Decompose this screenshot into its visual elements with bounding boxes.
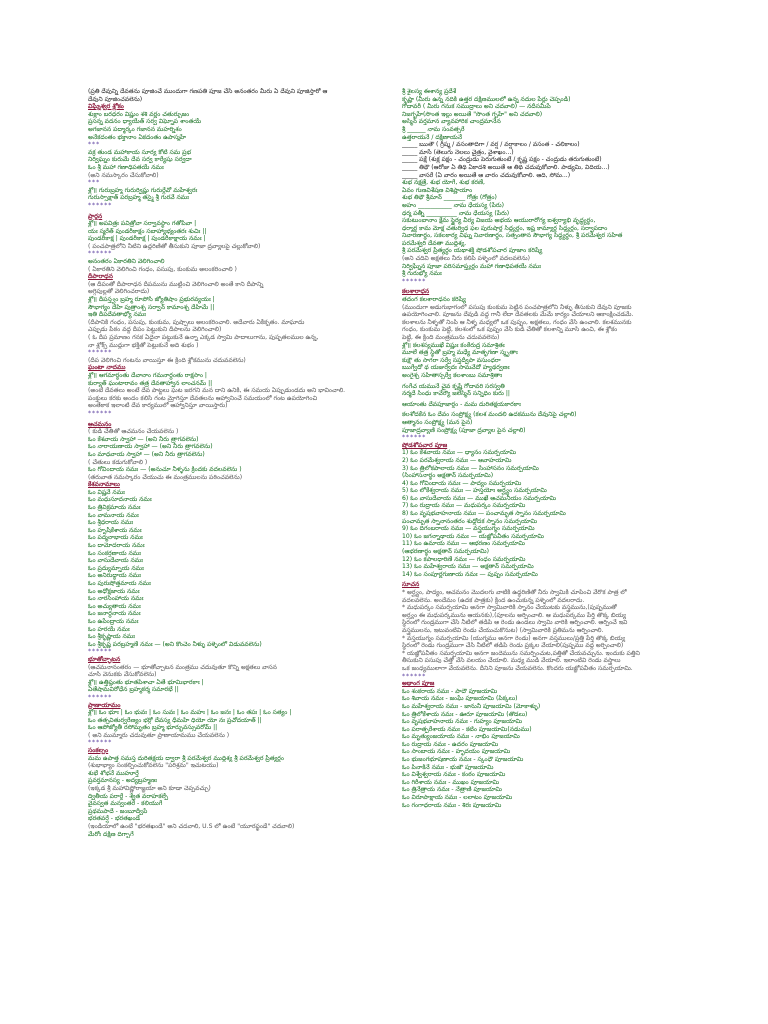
text-line: ఓం విశ్వేశ్వరాయ నమః - కంఠం పూజయామి (402, 771, 506, 779)
text-line: నా శ్లోక్స్ ముద్దుగా భక్తితో పెట్టుకునే అది శుభం ) (88, 341, 199, 349)
text-line: ఓం వామనాయ నమః (88, 511, 139, 519)
text-line: ఏతేషామవిరోధేన బ్రహ్మకర్మ సమారభే || (88, 686, 179, 694)
text-line: ఓం వృషభవాహనాయ నమః - గుహ్యం పూజయామి (402, 718, 523, 726)
text-line: తదంగ కలశారాధనం కరిష్యే (402, 296, 466, 304)
text-line: అగ్గిపుల్లతో వెలిగించరాదు) (88, 288, 150, 296)
section-heading: కలశారాధన (402, 288, 430, 296)
text-line: పెట్టి, ఈ క్రింది మంత్రమును చదువవలెను) (402, 334, 500, 341)
text-line: 14) ఓం సంపూర్ణగుణాయ నమః — పుష్పం సమర్పయామి (402, 570, 538, 578)
text-line: ****** (88, 693, 113, 701)
text-line: నిర్విఘ్నం కురుమే దేవ సర్వ కార్యేషు సర్వదా (88, 156, 192, 164)
text-line: (దీప వెలిగించి గంటను వాయిస్తూ ఈ క్రింది శ్లోకమును చదువవలెను) (88, 356, 246, 364)
section-heading: ఘంటా నాదము (88, 364, 126, 372)
text-line: శుభే శోభనే ముహూర్తే (88, 769, 139, 777)
left-column (88, 88, 376, 838)
text-line: ఓం మాధవాయ స్వాహా — (అని నీరు త్రాగవలెను) (88, 450, 205, 458)
text-line: ఓం జనార్ధనాయ నమః (88, 610, 141, 618)
text-line: ఏవం గుణవిశేషణ విశిష్టాయాం (402, 186, 473, 194)
text-line: ఓం గోవిందాయ నమః — (అనుచూ నీళ్ళను క్రిందకు వదలవలెను ) (88, 466, 242, 474)
text-line: _____ ఋతౌ ( గ్రీష్మ / వసంతాదిగా / వర్ష / వర్షాకాలం / వసంత - చలికాలం) (402, 141, 580, 149)
text-line: 12) ఓం కపాలధారిణే నమః — గంధం సమర్పయామి (402, 555, 526, 563)
text-line: ఓం పినాకినే నమః - భుజౌ పూజయామి (402, 763, 494, 771)
text-line: ఓం అచ్యుతాయ నమః (88, 602, 141, 610)
text-line: ధర్మ పత్నీ __________ నామ ధేయస్య (పేరు) (402, 209, 510, 217)
text-line: నిజగృహే(సొంత ఇల్లు అయితే "సొంత గృహే" అని చదవాలి) (402, 110, 543, 118)
text-line: (సింహాసనార్థం అక్షతాన్ సమర్పయామి) (402, 472, 494, 480)
text-line: 2) ఓం పరమేశ్వరాయ నమః — ఆవాహయామి (402, 456, 512, 464)
text-line: గంధం, కుంకుమ పెట్టి, కలశంలో ఒక పుష్పం వేసి కుడి చేతితో కలశాన్ని మూసి ఉంచి, ఈ శ్లోకం (402, 326, 618, 334)
text-line: పంక్తులు కరకు అందం కలిసి గంట మ్రోగిస్తూ దేవతలను ఆహ్వానించే సమయంలో గంట ఉపయోగించి (88, 394, 318, 402)
text-line: (అంటే దేవతలు అంటే దేవ పాట్టలు ఘట జరగని మన దాని ఉనికి, ఈ సమయ ఏప్పుడుండదు అని భావించాలి. (88, 387, 346, 395)
section-heading: ప్రాణాయామం (88, 701, 121, 709)
text-line: 5) ఓం లోకేశ్వరాయ నమః — హస్తయోః అర్ఘ్యం సమర్పయామి (402, 487, 547, 495)
text-line: ఆయాంతు దేవపూజార్థం - మమ దురితక్షయకారకాః (402, 400, 521, 408)
text-line: _____ వాసరే (ఏ వారం అయితే ఆ వారం చదువుకోవాలి. ఆది, సోమ...) (402, 171, 571, 179)
section-heading: కేశవనామాలు (88, 481, 120, 489)
text-line: దేవుని పూజించవలెను) (88, 95, 143, 103)
text-line: మమ ఉపాత్త సమస్త దురితక్షయ ద్వారా శ్రీ పరమేశ్వర ముద్దిశ్య శ్రీ పరమేశ్వర ప్రీత్యర్థం (88, 754, 284, 762)
text-line: ఓం హరయే నమః (88, 625, 130, 633)
text-line: ఋగ్వేదో థ యజుర్వేదః సామవేదో హ్యథర్వణః (402, 364, 510, 372)
text-line: ఎప్పుడు పీఠం వద్ద దీపం పెట్టుకుని దీపాలను వెలిగించాలి) (88, 326, 222, 334)
text-line: కలశాలను నీళ్ళతో నింపి ఆ నీళ్ళ మధ్యలో ఒక పుష్పం, అక్షతలు, గంధం వేసి ఉంచాలి. కలశమునకు (402, 318, 632, 326)
text-line: ఓం భుజంగభూషణాయ నమః - స్కంధౌ పూజయామి (402, 756, 524, 764)
text-line: ఓం వాసుదేవాయ నమః (88, 557, 144, 565)
text-line: కలశోదకేన ఓం దేవం సంప్రోక్ష్య (కలశ మందలి ఉదకమును దేవునిపై చల్లాలి) (402, 411, 577, 419)
text-line: ****** (88, 349, 113, 357)
text-line: ఓం సాంబాయ నమః - హృదయం పూజయామి (402, 748, 511, 756)
text-line: ఓం అధోక్షజాయ నమః (88, 587, 140, 595)
section-heading: భూతోచ్ఛాటన (88, 655, 121, 663)
text-line: ఓం అనిరుద్ధాయ నమః (88, 572, 141, 580)
text-line: మేరోః దక్షిణ దిగ్భాగే (88, 830, 134, 838)
text-line: అనేకదంతం భక్తానాం ఏకదంతం ఉపాస్మహే (88, 133, 187, 141)
text-line: అర్ఘ్యం ఈ మధుపర్కమును ఆయనకు),(పూలను అర్పించాలి. ఆ మధుపర్కము పేర్తి తొక్క బియ్య (402, 611, 627, 619)
text-line: ద్వితీయ పరార్థే - శ్వేత వరాహకల్పే (88, 792, 169, 800)
text-line: వస్త్రములను, ఇటువంటివి రెండు చేయుచుకొనుట) (స్వామివారికి ప్రతిమను ఆర్పించాలి. (402, 626, 604, 634)
text-line: (ప్రతి దేవున్ని దేవతను పూజించే ముందుగా గణపతి పూజ చేసి అనంతరం మీరు ఏ దేవుని పూజిస్తారో ఆ (88, 88, 328, 95)
text-line: ఓం హృషీకేశాయ నమః (88, 526, 142, 534)
text-line: నిర్విఘ్నేన పూజా పరిసమాప్త్యర్థం మహా గణాధిపతయే నమః (402, 262, 541, 270)
text-line: ఓం దామోదరాయ నమః (88, 542, 145, 550)
text-line: (ఆచమనానంతరం — భూతోచ్ఛాటన మంత్రము చదువుతూ కొన్ని అక్షతలు వాసన (88, 663, 277, 671)
section-heading: విఘ్నేశ్వర శ్లోకం (88, 103, 124, 111)
text-line: _____ తిథౌ (ఆరోజు ఏ తిథి ఏకాదశి అయితే ఆ తిథి చదువుకోవాలి. పాడ్యమి, విదియ...) (402, 163, 610, 171)
text-line: శ్లో॥ అపవిత్రః పవిత్రోవా సర్వావస్థాం గతోపివా | (88, 220, 197, 228)
text-line: ****** (88, 250, 113, 258)
text-line: గోదావరీ ( మీరు గనుక సముద్రాలు అని చదవాలి) — నదీసమీపే (402, 103, 551, 111)
text-line: నర్మదే సింధు కావేర్యౌ జలేస్మిన్ సన్నిధిం కురు || (402, 390, 510, 398)
text-line: 1) ఓం కేశవాయ నమః — ధ్యానం సమర్పయామి (402, 449, 517, 457)
text-line: ఓం రుద్రాయ నమః - ఉదరం పూజయామి (402, 740, 499, 748)
text-line: 3) ఓం త్రిలోకపాలాయ నమః — సింహాసనం సమర్పయామి (402, 464, 539, 472)
text-line: ఓం శ్రీ మహా గణాధిపతయే నమః (88, 163, 164, 171)
text-line: *** (88, 179, 101, 187)
text-line: ఓం ఆపోజ్యోతీ రసోమృతం బ్రహ్మ భూర్భువస్సువరోమ్ || (88, 724, 218, 732)
text-line: యః స్మరేత్ పుండరీకాక్షం సబాహ్యాభ్యంతరః శుచిః || (88, 227, 207, 235)
text-line: ( చేతులు కడుగుకోవాలి ) (88, 458, 148, 466)
section-heading: సంకల్పం (88, 747, 109, 755)
text-line: (ఇండియాలో ఉంటే "భరతఖండే" అని చదవాలి, U.S లో ఉంటే "యూరప్ఖండే" చదవాలి) (88, 823, 295, 830)
text-line: ఓం శ్రీకృష్ణాయ నమః (88, 633, 136, 641)
text-line: * మధుపర్కం సమర్పయామి అనగా స్వామివారికి స్నానం చేయుటకు వస్త్రమును,(పుష్పముతో (402, 604, 617, 612)
text-line: వక్ర తుండ మహాకాయ సూర్య కోటి సమ ప్రభ (88, 148, 192, 156)
text-line: 8) ఓం వృషభవాహనాయ నమః — పంచామృత స్నానం సమర్పయామి (402, 510, 566, 518)
text-line: ****** (402, 672, 427, 680)
text-line: శ్రీ శైలస్య ఈశాన్య ప్రదేశే (402, 88, 457, 95)
text-line: (శుభాభ్యాం సంకల్పించుకోవలెను "పరిశ్రమ" ఇచుటయు) (88, 762, 219, 770)
text-line: కృష్ణా (మీరు ఉన్న నదికి ఉత్తర దక్షిణములలో ఉన్న నదుల పేర్లు చెప్పండి) (402, 95, 571, 103)
text-line: అంగైశ్చ సహితాస్సర్వే కలశాంబు సమాశ్రితాః (402, 371, 503, 379)
text-line: అస్మిన్ వర్తమాన వ్యావహారిక చాంద్రమానేన (402, 118, 501, 126)
text-line: ఓం శంకరాయ నమః - పాదౌ పూజయామి (402, 687, 498, 695)
text-line: ఓం గంగాధరాయ నమః - శిరః పూజయామి (402, 801, 502, 809)
text-line: శ్రీ ______ నామ సంవత్సరే (402, 125, 465, 133)
text-line: _____ మాసే (తెలుగు నెలలు చైత్రం, వైశాఖం...) (402, 148, 514, 156)
section-heading: ఆచమనం (88, 420, 112, 428)
text-line: ఓం పరాత్పరేశాయ నమః - కటిం పూజయామి(నడుము) (402, 725, 532, 733)
text-line: శ్లో॥ కలశస్యముఖే విష్ణుః కంఠేరుద్ర సమాశ్రితః (402, 341, 505, 349)
text-line: ఆత్మానం సంప్రోక్ష్య (మన పైన) (402, 418, 473, 426)
text-line: 6) ఓం వాసుదేవాయ నమః — ముఖే ఆచమనీయం సమర్పయామి (402, 494, 557, 502)
text-line: ఓం ఉపేంద్రాయ నమః (88, 617, 139, 625)
text-line: కుక్షౌ తు సాగరా సర్వే సప్తద్వీపా వసుంధరా (402, 356, 501, 364)
text-line: ఓం విరూపాక్షాయ నమః - లలాటం పూజయామి (402, 794, 513, 802)
text-line: శుభ తిథౌ శ్రీమాన్ _______ గోత్రః (గోత్రం) (402, 194, 497, 202)
right-column (402, 88, 690, 809)
text-line: స్థిరంలో రెండు గుండ్రముగా చేసి నీటిలో తడిపి రెండు ప్రక్కల వేయాలి(పుష్పము వద్ద అర్పించాలి) (402, 642, 624, 650)
section-heading: అథాంగ పూజ (402, 680, 435, 688)
text-line: (అని చదివి అక్షతలు నీరు కలిపి పళ్ళెంలో వదలవలెను) (402, 255, 530, 263)
text-line: శ్లో॥ గురుబ్రహ్మ గురుర్విష్ణు గురుర్దేవో మహేశ్వరః (88, 186, 198, 194)
text-line: ప్రథమపాదే - జంబూద్వీపే (88, 807, 148, 815)
section-heading: సూచన (402, 581, 420, 589)
text-line: ( అని ముమ్మారు చదువుతూ ప్రాణాయామము చేయవలెను ) (88, 731, 230, 739)
text-line: 13) ఓం మహేశ్వరాయ నమః — అక్షతాన్ సమర్పయామి (402, 563, 534, 571)
section-heading: షోడశోపచార పూజ (402, 441, 448, 449)
text-line: ( ఏకారతిని వెలిగించి గంధం, పసుపు, కుంకుమ అలంకరించాలి ) (88, 265, 237, 273)
text-line: ****** (88, 409, 113, 417)
text-line: ( పంచపాత్రలోని నీటిని ఉద్ధరిణితో తీసుకుని పూజా ద్రవ్యాలపై చల్లుకోవాలి) (88, 242, 261, 250)
text-line: ( ఓ దీప ప్రమాణం గనక ఏదైనా పట్టుకునే ఉన్నా ఎక్కడ స్వామి పాదాలుగాను, పుష్పతలముల ఉన్న, (88, 334, 319, 341)
text-line: ఓం ప్రద్యుమ్నాయ నమః (88, 564, 144, 572)
text-line: ఓం త్రినేత్రాయ నమః - నేత్రాణి పూజయామి (402, 786, 502, 794)
text-line: శ్లో॥ ఉత్తిష్ఠంతు భూతపిశాచా ఏతే భూమిభారకాః | (88, 678, 204, 686)
text-line: ధర్మార్థ కామ మోక్ష చతుర్విధ ఫల పురుషార్థ సిద్ధ్యర్థం, ఇష్ట కామ్యార్థ సిద్ధ్యర్థం, సర్వాపదాం (402, 224, 608, 232)
text-line: (దీపానికి గంధం, పసుపు, కుంకుమ, పుష్పాలు అలంకరించాలి. అదేవారు ఏకీకృతం. మాఘాదు (88, 318, 305, 326)
text-line: అనంతరం ఏకారతిని వెలిగించాలి (88, 258, 165, 266)
text-line: ప్రసన్న వదనం ధ్యాయేత్ సర్వ విఘ్నోప శాంతయే (88, 118, 202, 126)
text-line: మూలే తత్ర స్థితో బ్రహ్మ మధ్యే మాతృగణా స్మృతాః (402, 349, 518, 357)
text-line: గురుస్సాక్షాత్ పరబ్రహ్మ తస్మై శ్రీ గురవే నమః (88, 194, 189, 202)
text-line: అహం ___________ నామ ధేయస్య (పేరు) (402, 201, 504, 209)
text-line: శ్రీ గురుభ్యో నమః (402, 270, 442, 278)
text-line: _____ పక్షే (శుక్ల పక్షం - చంద్రుడు పెరుగుతుంటే / కృష్ణ పక్షం - చంద్రుడు తరుగుతుంటే) (402, 156, 602, 164)
text-line: ఓం కేశవాయ స్వాహా — (అని నీరు త్రాగవలెను) (88, 435, 199, 443)
text-line: ఉత్తరాయనే / దక్షిణాయనే (402, 133, 463, 141)
section-heading: ప్రార్థన (88, 212, 103, 220)
text-line: శ్లో॥ ఓం భూః | ఓం భువః | ఓం సువః | ఓం మహః | ఓం జనః | ఓం తపః | ఓం సత్యం | (88, 709, 292, 717)
text-line: ఇతి దీపదేవతాభ్యో నమః (88, 311, 147, 319)
text-line: అగజానన పద్మార్కం గజానన మహర్నిశం (88, 125, 182, 133)
text-line: ఓం తత్సవితుర్వరేణ్యం భర్గో దేవస్య ధీమహి ధియో యో నః ప్రచోదయాత్ || (88, 716, 262, 724)
text-line: వదలవలెను. అందేమం (ఉదక పాత్రకు) క్రింద ఉంచుకున్న పళ్ళెంలో వదలరాదు. (402, 596, 585, 604)
text-line: శ్రీ పరమేశ్వర ప్రీత్యర్థం యథాశక్తి షోడశోపచార పూజాం కరిష్యే (402, 247, 543, 255)
text-line: నివారణార్థం, సకలకార్య విఘ్న నివారణార్థం, సత్సంతాన సౌభాగ్య సిద్ధ్యర్థం, శ్రీ పరమేశ్వర సహిత (402, 232, 623, 240)
text-line: ఓం గిరీశాయ నమః - ముఖం పూజయామి (402, 778, 500, 786)
text-line: ఓం శ్రీధరాయ నమః (88, 519, 134, 527)
text-line: పంచామృత స్నానానంతరం శుద్ధోదక స్నానం సమర్పయామి (402, 517, 538, 525)
text-line: (తరువాత నమస్కారం చేయుచు ఈ మంత్రములను పఠించవలెను) (88, 473, 243, 481)
text-line: పుండరీకాక్ష | పుండరీకాక్ష | పుండరీకాక్షాయ నమః | (88, 235, 206, 243)
text-line: ఓం పద్మనాభాయ నమః (88, 534, 143, 542)
text-line: ఉపయోగించాలి. పూజను దేవుడి వద్ద గానీ లేదా దేవతలకు మేమే కార్యం చేయాలని ఆకాంక్షించడమే. (402, 311, 634, 319)
text-line: స్థిరంలో గుండ్రముగా చేసి నీటిలో తడిపి ఆ రెండు ఉండలు స్వామి వారికి ఆర్పించాలి. ఆర్పించే ఇవి (402, 619, 628, 627)
text-line: ప్రవర్తమానస్య - అద్యబ్రహ్మణః (88, 777, 158, 785)
text-line: *** (88, 141, 101, 149)
text-line: భరతవర్షే - భరతఖండే (88, 815, 141, 823)
text-line: ****** (88, 739, 113, 747)
text-line: 7) ఓం రుద్రాయ నమః — మధుపర్కం సమర్పయామి (402, 502, 526, 510)
text-line: ( కుడి చేతితో ఆచమనం చేయవలెను ) (88, 428, 179, 436)
text-line: శ్లో॥ దీపస్త్వం బ్రహ్మ రూపోసి జ్యోతిషాం ప్రభురవ్యయః | (88, 296, 215, 304)
text-line: కుర్యాత్ ఘంటారావం తత్ర దేవతాహ్వాన లాంచనమ్ || (88, 379, 213, 387)
text-line: ఓం సంకర్షణాయ నమః (88, 549, 142, 557)
text-line: ఓం శివాయ నమః - జంఘే పూజయామి (పిక్కలు) (402, 695, 518, 703)
text-line: * వస్త్రయుగ్మం సమర్పయామి (యుగ్మము అనగా రెండు) అనగా వస్త్రములు/ప్రత్తి పేర్తి తొక్క బియ్య (402, 634, 626, 642)
text-line: ఓం నారాయణాయ స్వాహా — (అని నీరు త్రాగవలెను) (88, 443, 213, 451)
text-line: శుక్లాం బరధరం విష్ణుం శశి వర్ణం చతుర్భుజం (88, 110, 190, 118)
text-line: ఓం పురుషోత్తమాయ నమః (88, 580, 151, 587)
text-line: ఓం మహేశ్వరాయ నమః - జానునీ పూజయామి (మోకాళ్ళు) (402, 702, 541, 710)
text-line: (ఆ దీపంతో దీపారాధన దీపమును ముట్టించి వెలిగించాలి అంతే కాని దీపాన్ని (88, 280, 264, 288)
text-line: ****** (402, 277, 427, 285)
text-line: ఓం విష్ణవే నమః (88, 488, 125, 496)
text-line: 10) ఓం జగన్నాథాయ నమః — యజ్ఞోపవీతం సమర్పయామి (402, 532, 544, 540)
text-line: ఓం త్రివిక్రమాయ నమః (88, 504, 141, 512)
text-line: (ఇక్కడ శ్రీ మహావిష్ణోరాజ్ఞయా అని కూడా చెప్పవచ్చు) (88, 785, 211, 793)
text-line: తీసుకుని పసుపు చేత్తో వేసి వలయం చేయాలి. మధ్య ముడి వేయాలి. ఇలాంటివి రెండు వస్త్రాలు (402, 657, 621, 665)
text-line: ****** (402, 434, 427, 442)
text-line: సౌభాగ్యం దేహి పుత్రాంశ్చ సర్వాన్ కామాంశ్చ దేహిమే || (88, 303, 215, 311)
text-line: పూజాద్రవ్యాణి సంప్రోక్ష్య (పూజా ద్రవ్యాల పైన చల్లాలి) (402, 426, 526, 434)
text-line: వైవస్వత మన్వంతరే - కలియుగే (88, 800, 163, 808)
text-line: ఓం మృత్యుంజయాయ నమః - నాభిం పూజయామి (402, 733, 520, 741)
text-line: (ఆభరణార్థం అక్షతాన్ సమర్పయామి) (402, 548, 489, 556)
text-line: 4) ఓం గోవిందాయ నమః — పాద్యం సమర్పయామి (402, 479, 522, 487)
text-line: సకుటుంబానాం క్షేమ స్థైర్య వీర్య విజయ అభయ ఆయురారోగ్య ఐశ్వర్యాభి వృద్ధ్యర్థం, (402, 217, 596, 225)
text-line: * అర్ఘ్యం, పాద్యం, ఆచమనం మొదలగు వాటికి ఉద్ధరిణితో నీరు స్వామికి చూపించి వేరొక పాత్ర లో (402, 589, 627, 596)
text-line: పరమేశ్వరి దేవతా ముద్దిశ్య, (402, 239, 467, 247)
text-line: ఒక జంధ్యములాగా వేయవలెను. దీనిని పూజను చేయవలెను. కొందరు యజ్ఞోపవీతం సమర్పయామి. (402, 664, 633, 672)
text-line: ఓం శ్రీకృష్ణ పరబ్రహ్మణే నమః — (అని కొంచెం నీళ్ళు పళ్ళెంలో విడువవలెను) (88, 640, 262, 648)
text-line: (ముందుగా అడుగుభాగంలో పసుపు కుంకుమ పెట్టిన పంచపాత్రలోని నీళ్ళు తీసుకుని దేవుని పూజకు (402, 303, 632, 311)
text-line: (అని నమస్కారం చేసుకోవాలి) (88, 171, 159, 179)
text-line: ఓం నారసింహాయ నమః (88, 595, 144, 603)
text-line: ఓం మధుసూదనాయ నమః (88, 496, 152, 504)
text-line: గంగేచ యమునే చైవ కృష్ణే గోదావరి సరస్వతి (402, 382, 505, 390)
text-line: చూసి వెనుకకు వేసుకోవలెను) (88, 671, 157, 679)
text-line: ****** (88, 648, 113, 656)
text-line: 9) ఓం దిగంబరాయ నమః — వస్త్రయుగ్మం సమర్పయామి (402, 525, 535, 533)
section-heading: దీపారాధన (88, 273, 113, 281)
text-line: శుభ నక్షత్రే, శుభ యోగే, శుభ కరణే, (402, 179, 485, 187)
text-line: అంతేకాక ఇలాంటి దేవ కార్యములో ఆహ్వానిస్తూ వాయిస్తారు) (88, 402, 228, 410)
text-line: * యజ్ఞోపవీతం సమర్పయామి అనగా జందెమును సమర్పించుట,పత్తితో చేయవచ్చును. ఇందుకు పత్తిని (402, 649, 640, 657)
text-line: 11) ఓం ఉమాయ నమః — ఆభరణం సమర్పయామి (402, 540, 525, 548)
text-line: ****** (88, 201, 113, 209)
text-line: శ్లో॥ ఆగమార్ధంతు దేవానాం గమనార్ధంతు రాక్షసాం | (88, 371, 207, 379)
text-line: ఓం త్రిలోకేశాయ నమః - ఊరూ పూజయామి (తొడలు) (402, 710, 528, 718)
